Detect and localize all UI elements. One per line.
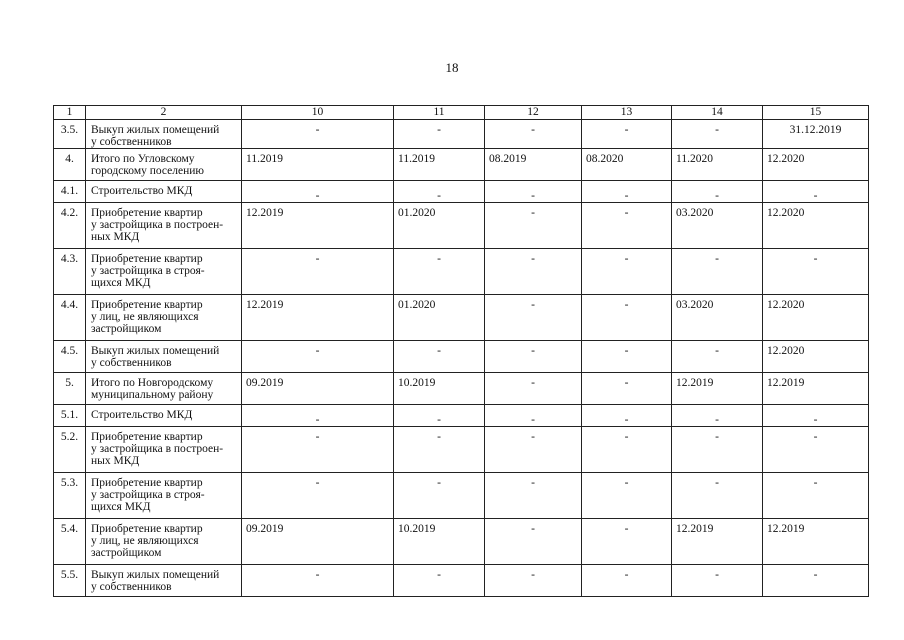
cell-value: - xyxy=(394,249,485,295)
cell-value: - xyxy=(485,295,582,341)
cell-value: - xyxy=(763,249,869,295)
row-name-line: у застройщика в строя- xyxy=(91,265,205,277)
row-name-line: щихся МКД xyxy=(91,501,151,513)
cell-value: - xyxy=(672,473,763,519)
cell-value: - xyxy=(394,120,485,149)
cell-value: 10.2019 xyxy=(394,519,485,565)
cell-value: - xyxy=(672,341,763,373)
cell-value: 03.2020 xyxy=(672,295,763,341)
cell-value: - xyxy=(672,249,763,295)
row-name-line: у застройщика в строя- xyxy=(91,489,205,501)
row-name-line: у собственников xyxy=(91,136,172,148)
row-name-line: Приобретение квартир xyxy=(91,477,203,489)
table-row xyxy=(54,473,869,519)
row-name-line: у собственников xyxy=(91,581,172,593)
row-name-line: Приобретение квартир xyxy=(91,523,203,535)
cell-value: - xyxy=(485,120,582,149)
column-header: 12 xyxy=(485,106,582,120)
cell-value: - xyxy=(485,203,582,249)
cell-value: - xyxy=(763,427,869,473)
cell-value: - xyxy=(672,565,763,597)
row-name-line: городскому поселению xyxy=(91,165,205,177)
column-header: 10 xyxy=(242,106,394,120)
row-name xyxy=(86,427,242,473)
row-name-line: Выкуп жилых помещений xyxy=(91,569,220,581)
table-row xyxy=(54,120,869,149)
cell-value: 11.2020 xyxy=(672,149,763,181)
cell-value: 08.2020 xyxy=(582,149,672,181)
table-header-row xyxy=(54,106,869,120)
table-row xyxy=(54,149,869,181)
row-name-line: у собственников xyxy=(91,357,172,369)
cell-value: 12.2019 xyxy=(763,373,869,405)
row-name xyxy=(86,373,242,405)
row-number: 5.4. xyxy=(54,519,86,565)
cell-value: - xyxy=(763,181,869,203)
cell-value: 31.12.2019 xyxy=(763,120,869,149)
table-row xyxy=(54,181,869,203)
cell-value: - xyxy=(763,565,869,597)
cell-value: 12.2020 xyxy=(763,203,869,249)
page-number: 18 xyxy=(445,60,459,75)
cell-value: 01.2020 xyxy=(394,295,485,341)
cell-value: 09.2019 xyxy=(242,373,394,405)
row-number: 5. xyxy=(54,373,86,405)
row-number: 5.5. xyxy=(54,565,86,597)
cell-value: - xyxy=(242,405,394,427)
row-number: 5.1. xyxy=(54,405,86,427)
table-row xyxy=(54,203,869,249)
row-name-line: у застройщика в построен- xyxy=(91,219,224,231)
table-row xyxy=(54,405,869,427)
table-row xyxy=(54,373,869,405)
cell-value: - xyxy=(582,203,672,249)
cell-value: - xyxy=(242,181,394,203)
row-name-line: застройщиком xyxy=(91,547,162,559)
cell-value: 12.2019 xyxy=(763,519,869,565)
row-number: 4.2. xyxy=(54,203,86,249)
cell-value: 12.2019 xyxy=(672,519,763,565)
row-number: 4.5. xyxy=(54,341,86,373)
cell-value: 01.2020 xyxy=(394,203,485,249)
row-number: 5.2. xyxy=(54,427,86,473)
row-name-line: Строительство МКД xyxy=(91,409,193,421)
table-row xyxy=(54,341,869,373)
cell-value: - xyxy=(242,565,394,597)
cell-value: - xyxy=(485,181,582,203)
cell-value: - xyxy=(672,120,763,149)
cell-value: - xyxy=(485,473,582,519)
cell-value: 09.2019 xyxy=(242,519,394,565)
row-name-line: застройщиком xyxy=(91,323,162,335)
table-row xyxy=(54,249,869,295)
row-name xyxy=(86,473,242,519)
cell-value: - xyxy=(242,120,394,149)
row-name-line: Итого по Угловскому xyxy=(91,153,195,165)
row-name xyxy=(86,249,242,295)
cell-value: - xyxy=(582,249,672,295)
cell-value: - xyxy=(242,427,394,473)
cell-value: 12.2019 xyxy=(242,295,394,341)
row-number: 3.5. xyxy=(54,120,86,149)
row-number: 5.3. xyxy=(54,473,86,519)
row-name-line: Итого по Новгородскому xyxy=(91,377,214,389)
table-row xyxy=(54,295,869,341)
cell-value: - xyxy=(582,427,672,473)
column-header: 11 xyxy=(394,106,485,120)
row-name xyxy=(86,405,242,427)
row-name-line: Приобретение квартир xyxy=(91,431,203,443)
table-row xyxy=(54,427,869,473)
cell-value: 12.2020 xyxy=(763,341,869,373)
cell-value: - xyxy=(485,405,582,427)
cell-value: - xyxy=(582,373,672,405)
row-name-line: Приобретение квартир xyxy=(91,253,203,265)
cell-value: - xyxy=(485,373,582,405)
cell-value: - xyxy=(394,473,485,519)
schedule-table xyxy=(53,105,869,597)
cell-value: - xyxy=(485,341,582,373)
row-name xyxy=(86,181,242,203)
cell-value: - xyxy=(242,249,394,295)
cell-value: 12.2019 xyxy=(242,203,394,249)
column-header: 13 xyxy=(582,106,672,120)
cell-value: - xyxy=(672,405,763,427)
cell-value: - xyxy=(582,181,672,203)
row-name-line: Приобретение квартир xyxy=(91,207,203,219)
row-name-line: Приобретение квартир xyxy=(91,299,203,311)
row-number: 4. xyxy=(54,149,86,181)
table-row xyxy=(54,565,869,597)
row-name-line: Выкуп жилых помещений xyxy=(91,124,220,136)
column-header: 14 xyxy=(672,106,763,120)
row-name xyxy=(86,203,242,249)
cell-value: 10.2019 xyxy=(394,373,485,405)
cell-value: - xyxy=(582,405,672,427)
cell-value: - xyxy=(672,427,763,473)
cell-value: - xyxy=(582,473,672,519)
cell-value: - xyxy=(582,519,672,565)
cell-value: - xyxy=(672,181,763,203)
cell-value: - xyxy=(763,473,869,519)
row-name-line: Строительство МКД xyxy=(91,185,193,197)
row-name-line: у застройщика в построен- xyxy=(91,443,224,455)
cell-value: - xyxy=(582,295,672,341)
cell-value: - xyxy=(242,473,394,519)
cell-value: 12.2020 xyxy=(763,149,869,181)
row-name-line: ных МКД xyxy=(91,231,140,243)
row-name-line: муниципальному району xyxy=(91,389,214,401)
cell-value: - xyxy=(582,120,672,149)
row-name-line: у лиц, не являющихся xyxy=(91,535,199,547)
cell-value: - xyxy=(485,427,582,473)
row-name-line: ных МКД xyxy=(91,455,140,467)
column-header: 1 xyxy=(54,106,86,120)
row-number: 4.4. xyxy=(54,295,86,341)
cell-value: - xyxy=(485,519,582,565)
cell-value: 11.2019 xyxy=(394,149,485,181)
row-name-line: Выкуп жилых помещений xyxy=(91,345,220,357)
column-header: 2 xyxy=(86,106,242,120)
row-name xyxy=(86,519,242,565)
row-name-line: у лиц, не являющихся xyxy=(91,311,199,323)
cell-value: 11.2019 xyxy=(242,149,394,181)
row-name xyxy=(86,295,242,341)
cell-value: 08.2019 xyxy=(485,149,582,181)
cell-value: - xyxy=(582,341,672,373)
cell-value: - xyxy=(394,341,485,373)
row-number: 4.3. xyxy=(54,249,86,295)
cell-value: - xyxy=(242,341,394,373)
cell-value: 12.2019 xyxy=(672,373,763,405)
cell-value: - xyxy=(485,249,582,295)
cell-value: - xyxy=(582,565,672,597)
row-name-line: щихся МКД xyxy=(91,277,151,289)
cell-value: - xyxy=(394,427,485,473)
row-name xyxy=(86,341,242,373)
cell-value: - xyxy=(394,405,485,427)
cell-value: - xyxy=(485,565,582,597)
cell-value: - xyxy=(763,405,869,427)
table-row xyxy=(54,519,869,565)
cell-value: 03.2020 xyxy=(672,203,763,249)
cell-value: - xyxy=(394,565,485,597)
row-name xyxy=(86,120,242,149)
row-number: 4.1. xyxy=(54,181,86,203)
column-header: 15 xyxy=(763,106,869,120)
row-name xyxy=(86,149,242,181)
cell-value: - xyxy=(394,181,485,203)
cell-value: 12.2020 xyxy=(763,295,869,341)
row-name xyxy=(86,565,242,597)
